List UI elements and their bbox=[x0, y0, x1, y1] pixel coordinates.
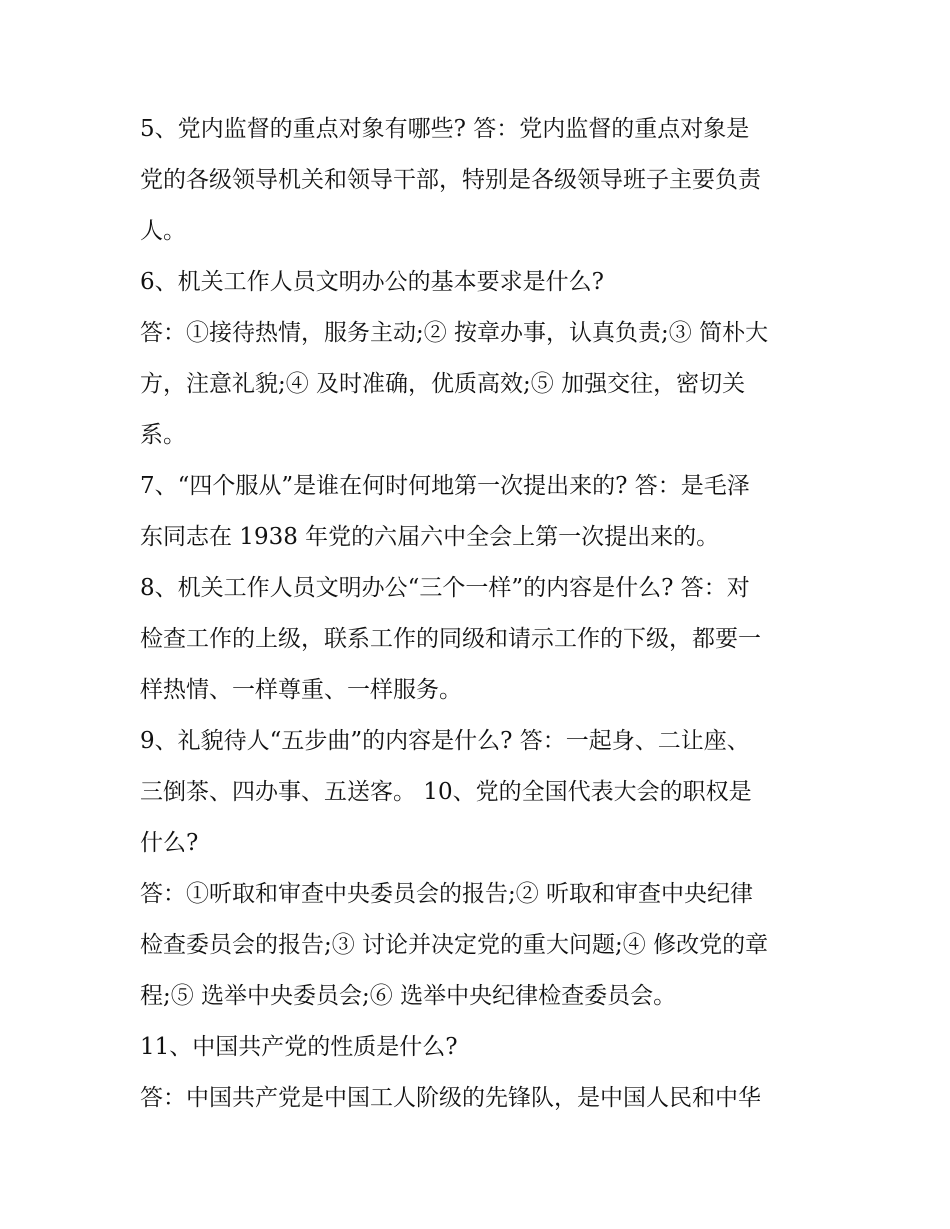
text-line: 7、“四个服从”是谁在何时何地第一次提出来的? 答：是毛泽 bbox=[140, 473, 750, 499]
text-line: 方，注意礼貌;④ 及时准确，优质高效;⑤ 加强交往，密切关 bbox=[140, 371, 746, 397]
text-line: 人。 bbox=[140, 218, 186, 244]
text-line: 9、礼貌待人“五步曲”的内容是什么? 答：一起身、二让座、 bbox=[140, 728, 750, 754]
text-line: 答：①接待热情，服务主动;② 按章办事，认真负责;③ 简朴大 bbox=[140, 320, 769, 346]
text-line: 样热情、一样尊重、一样服务。 bbox=[140, 677, 462, 703]
text-line: 答：中国共产党是中国工人阶级的先锋队，是中国人民和中华 bbox=[140, 1085, 761, 1111]
text-line: 东同志在 1938 年党的六届六中全会上第一次提出来的。 bbox=[140, 524, 720, 550]
text-line: 答：①听取和审查中央委员会的报告;② 听取和审查中央纪律 bbox=[140, 881, 754, 907]
text-line: 三倒茶、四办事、五送客。 10、党的全国代表大会的职权是 bbox=[140, 779, 752, 805]
text-line: 11、中国共产党的性质是什么? bbox=[140, 1034, 458, 1060]
text-line: 系。 bbox=[140, 422, 186, 448]
text-line: 检查委员会的报告;③ 讨论并决定党的重大问题;④ 修改党的章 bbox=[140, 932, 769, 958]
text-line: 5、党内监督的重点对象有哪些? 答：党内监督的重点对象是 bbox=[140, 116, 750, 142]
text-line: 程;⑤ 选举中央委员会;⑥ 选举中央纪律检查委员会。 bbox=[140, 983, 677, 1009]
text-line: 党的各级领导机关和领导干部，特别是各级领导班子主要负责 bbox=[140, 167, 761, 193]
text-line: 什么? bbox=[140, 830, 199, 856]
text-line: 6、机关工作人员文明办公的基本要求是什么? bbox=[140, 269, 604, 295]
text-line: 8、机关工作人员文明办公“三个一样”的内容是什么? 答：对 bbox=[140, 575, 750, 601]
text-line: 检查工作的上级，联系工作的同级和请示工作的下级，都要一 bbox=[140, 626, 761, 652]
document-body bbox=[140, 104, 820, 1124]
